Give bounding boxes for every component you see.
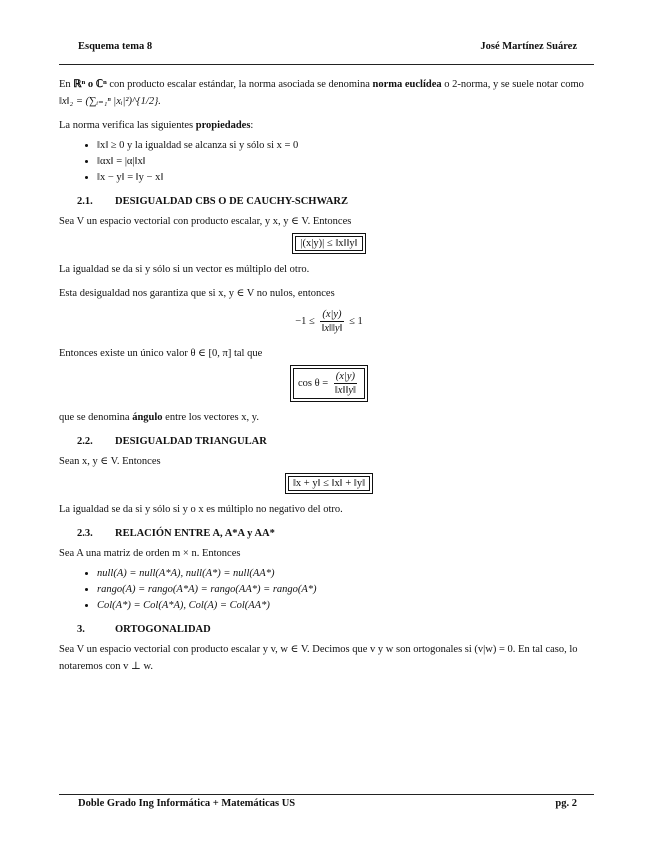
section-heading-2-2: 2.2. DESIGUALDAD TRIANGULAR bbox=[77, 436, 267, 447]
list-item: • rango(A) = rango(A*A) = rango(AA*) = rango(A*) bbox=[97, 582, 599, 598]
inequality-equation: −1 ≤ $\frac{(x|y)}{‖x‖‖y‖}$ ≤ 1 bbox=[295, 309, 363, 334]
boxed-equation: cos θ = $\frac{(x|y)}{‖x‖‖y‖}$ bbox=[59, 368, 599, 399]
boxed-equation: ‖x + y‖ ≤ ‖x‖ + ‖y‖ bbox=[59, 476, 599, 491]
norma-euclidea: norma euclídea bbox=[372, 79, 442, 90]
fraction: $\frac{(x|y)}{‖x‖‖y‖}$ bbox=[334, 371, 356, 396]
page-header bbox=[78, 41, 577, 55]
page-number: pg. 2 bbox=[555, 798, 577, 809]
intro-paragraph: En ℝⁿ o ℂⁿ con producto escalar estándar, la norma asociada se denomina norma euclídea o 2-norma, y se suele notar como ‖x‖₂ = (∑ᵢ₌₁ⁿ |xᵢ|²)^{1/2}. bbox=[59, 79, 584, 107]
list-item: • ‖αx‖ = |α|‖x‖ bbox=[97, 154, 599, 170]
fraction: $\frac{(x|y)}{‖x‖‖y‖}$ bbox=[321, 309, 343, 334]
page-footer bbox=[78, 798, 577, 812]
relation-list bbox=[59, 566, 599, 614]
paragraph: que se denomina ángulo entre los vectores x, y. bbox=[59, 412, 259, 423]
list-item: • null(A) = null(A*A), null(A*) = null(AA*) bbox=[97, 566, 599, 582]
header-right: José Martínez Suárez bbox=[480, 41, 577, 52]
paragraph: Entonces existe un único valor θ ∈ [0, π] tal que bbox=[59, 348, 263, 359]
list-item: • Col(A*) = Col(A*A), Col(A) = Col(AA*) bbox=[97, 598, 599, 614]
section-heading-2-3: 2.3. RELACIÓN ENTRE A, A*A y AA* bbox=[77, 528, 275, 539]
boxed-equation: |(x|y)| ≤ ‖x‖‖y‖ bbox=[59, 236, 599, 251]
paragraph: La igualdad se da si y sólo si y o x es múltiplo no negativo del otro. bbox=[59, 504, 343, 515]
page-body bbox=[59, 76, 599, 675]
norm-formula: ‖x‖₂ = (∑ᵢ₌₁ⁿ |xᵢ|²)^{1/2}. bbox=[59, 96, 161, 107]
header-left: Esquema tema 8 bbox=[78, 41, 153, 52]
section-heading-3: 3. ORTOGONALIDAD bbox=[77, 624, 211, 635]
footer-left: Doble Grado Ing Informática + Matemáticas US bbox=[78, 798, 296, 809]
paragraph: Sea V un espacio vectorial con producto escalar y v, w ∈ V. Decimos que v y w son ortogonales si (v|w) = 0. En tal caso, lo notaremos con v ⊥ w. bbox=[59, 644, 578, 672]
properties-intro: La norma verifica las siguientes propiedades: bbox=[59, 120, 254, 131]
footer-rule bbox=[59, 794, 594, 795]
paragraph: Sean x, y ∈ V. Entonces bbox=[59, 456, 161, 467]
paragraph: Sea V un espacio vectorial con producto escalar, y x, y ∈ V. Entonces bbox=[59, 216, 352, 227]
paragraph: Esta desigualdad nos garantiza que si x, y ∈ V no nulos, entonces bbox=[59, 288, 335, 299]
list-item: • ‖x‖ ≥ 0 y la igualdad se alcanza si y sólo si x = 0 bbox=[97, 138, 599, 154]
paragraph: Sea A una matriz de orden m × n. Entonces bbox=[59, 548, 241, 559]
properties-list bbox=[59, 138, 599, 186]
list-item: • ‖x − y‖ = ‖y − x‖ bbox=[97, 170, 599, 186]
header-rule bbox=[59, 64, 594, 65]
section-heading-2-1: 2.1. DESIGUALDAD CBS O DE CAUCHY-SCHWARZ bbox=[77, 196, 348, 207]
paragraph: La igualdad se da si y sólo si un vector es múltiplo del otro. bbox=[59, 264, 310, 275]
